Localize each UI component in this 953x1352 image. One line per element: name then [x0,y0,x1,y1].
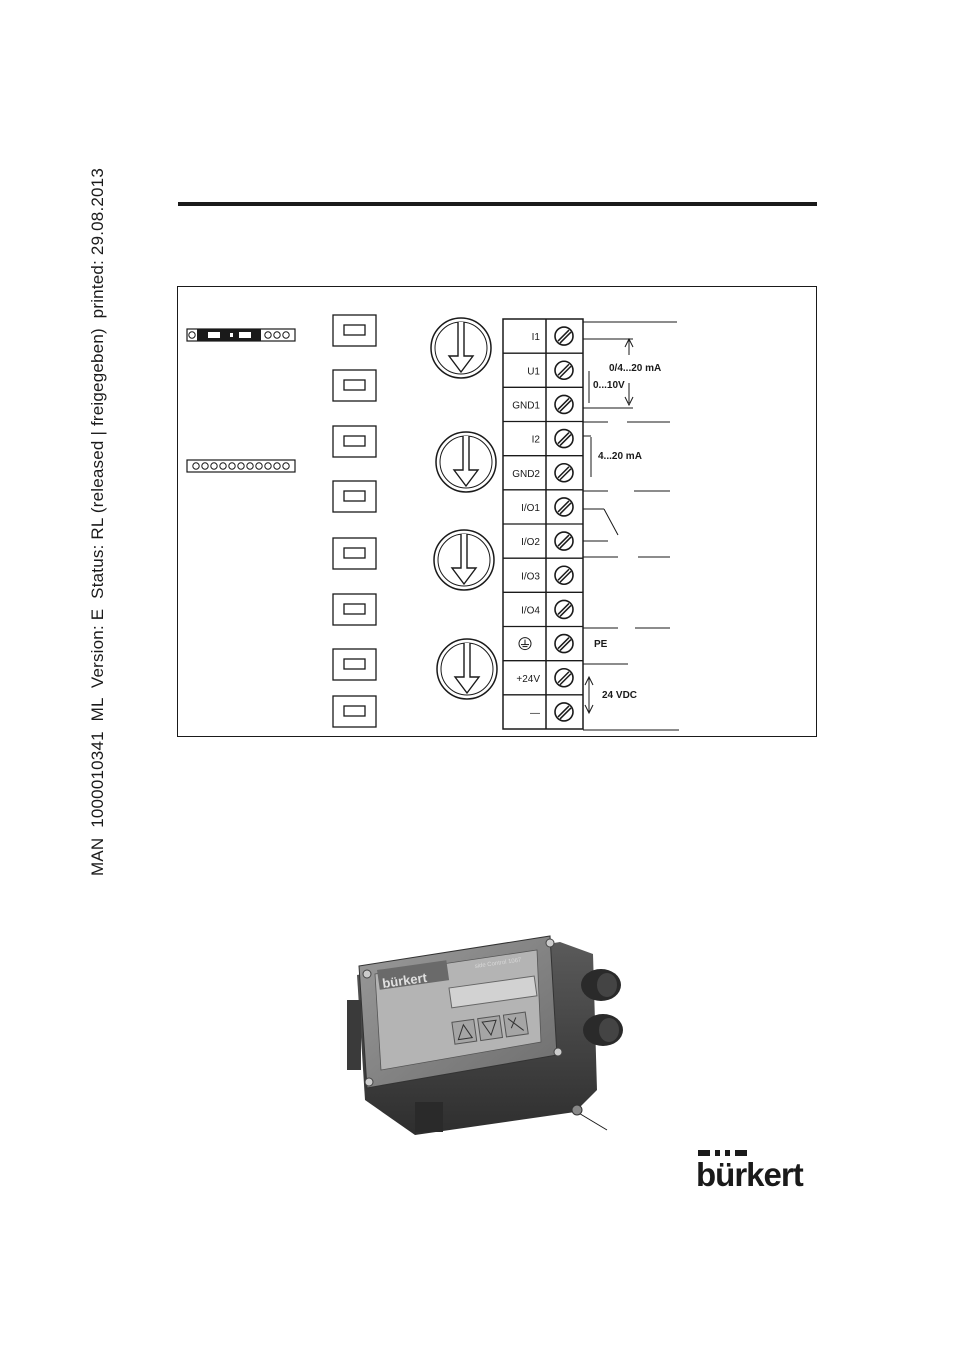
terminal-label: I1 [531,332,540,344]
screw-terminal-icon [555,635,573,653]
led-strip-upper [187,329,295,341]
burkert-logo [696,1150,820,1194]
terminal-block [503,319,583,729]
terminal-label: GND1 [512,400,540,412]
led-strip-lower [187,460,295,472]
switch-blocks [333,315,376,727]
dim-current-2: 4...20 mA [598,451,642,462]
terminal-label: I/O1 [521,502,540,514]
wiring-diagram-panel [177,286,817,737]
device-photo [345,930,625,1140]
screw-terminal-icon [555,600,573,618]
dim-supply: 24 VDC [602,690,638,701]
screw-terminal-icon [555,566,573,584]
dim-pe: PE [594,639,608,650]
down-arrow-dial-icon [436,432,496,492]
screw-terminal-icon [555,395,573,413]
screw-terminal-icon [555,703,573,721]
dim-voltage-1: 0...10V [593,380,625,391]
screw-terminal-icon [555,361,573,379]
document-footer-side-text: MAN 1000010341 ML Version: E Status: RL (released | freigegeben) printed: 29.08.2013 [88,168,107,876]
logo-text: bürkert [696,1156,803,1193]
screw-terminal-icon [555,327,573,345]
header-rule [178,202,817,206]
terminal-label: I/O2 [521,537,540,549]
screw-terminal-icon [555,532,573,550]
terminal-label: I/O4 [521,605,540,617]
down-arrow-dial-icon [434,530,494,590]
terminal-label: GND2 [512,468,540,480]
terminal-label: +24V [516,673,540,685]
terminal-label: — [530,707,540,719]
screw-terminal-icon [555,669,573,687]
device-brand: bürkert [381,969,428,991]
terminal-label: I/O3 [521,571,540,583]
down-arrow-dial-icon [431,318,491,378]
wiring-diagram [178,287,818,738]
device-model: side Control 1067 [474,957,522,970]
terminal-label: U1 [527,366,540,378]
screw-terminal-icon [555,430,573,448]
dim-current-1: 0/4...20 mA [609,363,662,374]
screw-terminal-icon [555,498,573,516]
screw-terminal-icon [555,464,573,482]
terminal-label: I2 [531,434,540,446]
down-arrow-dial-icon [437,639,497,699]
